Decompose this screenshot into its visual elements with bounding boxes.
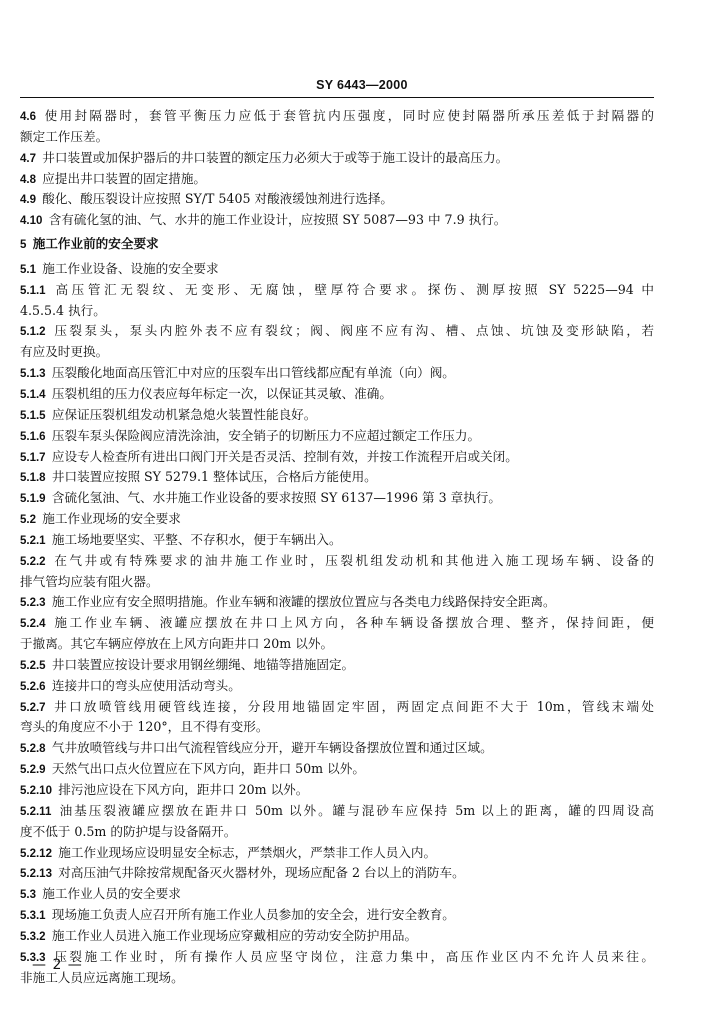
clause-line [20, 106, 654, 127]
clause-line [20, 488, 654, 509]
clause-line [20, 169, 654, 190]
clause-text: 压裂车泵头保险阀应清洗涂油，安全销子的切断压力不应超过额定工作压力。 [51, 427, 481, 443]
clause-number: 5.1.7 [20, 451, 46, 464]
clause-text: 井口装置或加保护器后的井口装置的额定压力必须大于或等于施工设计的最高压力。 [42, 149, 509, 165]
clause-line [20, 259, 654, 280]
clause-line [20, 863, 654, 884]
clause-line [20, 321, 654, 342]
clause-line [20, 426, 654, 447]
clause-text: 含硫化氢油、气、水井施工作业设备的要求按照 SY 6137—1996 第 3 章执行。 [51, 490, 501, 506]
clause-number: 5.2.8 [20, 743, 46, 756]
clause-text: 施工作业人员进入施工作业现场应穿戴相应的劳动安全防护用品。 [51, 927, 418, 943]
clause-text: 应设专人检查所有进出口阀门开关是否灵活、控制有效，并按工作流程开启或关闭。 [51, 448, 518, 464]
clause-line [20, 551, 654, 572]
clause-text: 排气管均应装有阻火器。 [20, 573, 159, 589]
clause-number: 5.2.7 [20, 701, 46, 714]
clause-text: 压裂泵头，泵头内腔外表不应有裂纹；阀、阀座不应有沟、槽、点蚀、坑蚀及变形缺陷，若 [51, 323, 654, 339]
clause-number: 5.1.5 [20, 409, 46, 422]
clause-text: 气井放喷管线与井口出气流程管线应分开，避开车辆设备摆放位置和通过区域。 [51, 740, 493, 756]
clause-number: 5.2 [20, 514, 36, 527]
clause-line [20, 384, 654, 405]
clause-text: 弯头的角度应不小于 120°，且不得有变形。 [20, 719, 269, 735]
clause-text: 井口装置应按设计要求用钢丝绷绳、地锚等措施固定。 [51, 656, 355, 672]
clause-text: 应提出井口装置的固定措施。 [42, 170, 207, 186]
clause-number: 5.2.6 [20, 680, 46, 693]
clause-text: 度不低于 0.5m 的防护堤与设备隔开。 [20, 823, 237, 839]
clause-text: 施工作业应有安全照明措施。作业车辆和液罐的摆放位置应与各类电力线路保持安全距离。 [51, 594, 556, 610]
clause-line [20, 280, 654, 301]
continuation-line [20, 342, 654, 363]
clause-line [20, 801, 654, 822]
clause-number: 5.2.5 [20, 659, 46, 672]
clause-text: 酸化、酸压裂设计应按照 SY/T 5405 对酸液缓蚀剂进行选择。 [42, 191, 394, 207]
continuation-line [20, 572, 654, 593]
clause-line [20, 926, 654, 947]
clause-text: 天然气出口点火位置应在下风方向，距井口 50m 以外。 [51, 761, 365, 777]
clause-line [20, 697, 654, 718]
clause-number: 5.1 [20, 263, 36, 276]
continuation-line [20, 968, 654, 989]
clause-line [20, 613, 654, 634]
clause-line [20, 530, 654, 551]
clause-text: 施工作业车辆、液罐应摆放在井口上风方向，各种车辆设备摆放合理、整齐，保持间距，便 [51, 615, 654, 631]
clause-text: 压裂机组的压力仪表应每年标定一次，以保证其灵敏、准确。 [51, 385, 392, 401]
clause-number: 5.1.1 [20, 284, 46, 297]
clause-line [20, 234, 654, 255]
clause-text: 4.5.5.4 执行。 [20, 302, 106, 318]
clause-number: 5.1.8 [20, 472, 46, 485]
clause-text: 应保证压裂机组发动机紧急熄火装置性能良好。 [51, 406, 317, 422]
clause-line [20, 655, 654, 676]
clause-number: 5.2.10 [20, 785, 52, 797]
clause-number: 5 [20, 239, 27, 252]
clause-text: 压裂施工作业时，所有操作人员应坚守岗位，注意力集中，高压作业区内不允许人员来往。 [51, 948, 654, 964]
clause-text: 压裂酸化地面高压管汇中对应的压裂车出口管线都应配有单流（向）阀。 [51, 365, 455, 381]
clause-text: 施工作业人员的安全要求 [42, 886, 181, 902]
continuation-line [20, 127, 654, 148]
continuation-line [20, 717, 654, 738]
clause-text: 现场施工负责人应召开所有施工作业人员参加的安全会，进行安全教育。 [51, 907, 455, 923]
clause-line [20, 447, 654, 468]
clause-text: 施工场地要坚实、平整、不存积水，便于车辆出入。 [51, 531, 342, 547]
clause-text: 使用封隔器时，套管平衡压力应低于套管抗内压强度，同时应使封隔器所承压差低于封隔器的 [42, 108, 654, 123]
clause-number: 5.2.3 [20, 597, 46, 610]
clause-number: 5.1.2 [20, 326, 46, 339]
clause-text: 高压管汇无裂纹、无变形、无腐蚀，壁厚符合要求。探伤、测厚按照 SY 5225—94 中 [51, 281, 654, 297]
clause-number: 5.1.4 [20, 388, 46, 401]
continuation-line [20, 822, 654, 843]
clause-line [20, 738, 654, 759]
clause-line [20, 210, 654, 231]
clause-line [20, 148, 654, 169]
clause-line [20, 780, 654, 801]
clause-text: 在气井或有特殊要求的油井施工作业时，压裂机组发动机和其他进入施工现场车辆、设备的 [51, 552, 654, 568]
continuation-line [20, 634, 654, 655]
clause-number: 5.1.6 [20, 430, 46, 443]
clause-number: 5.1.9 [20, 493, 46, 506]
clause-number: 5.3.1 [20, 910, 46, 923]
clause-number: 5.2.1 [20, 534, 46, 547]
clause-line [20, 884, 654, 905]
clause-text: 井口放喷管线用硬管线连接，分段用地锚固定牢固，两固定点间距不大于 10m，管线末端处 [51, 698, 654, 714]
clause-text: 施工作业设备、设施的安全要求 [42, 260, 219, 276]
clause-line [20, 363, 654, 384]
clause-number: 5.3 [20, 889, 36, 902]
clause-line [20, 189, 654, 210]
continuation-line [20, 301, 654, 322]
clause-number: 5.2.9 [20, 764, 46, 777]
clause-text: 施工作业现场应设明显安全标志，严禁烟火，严禁非工作人员入内。 [58, 844, 437, 860]
clause-line [20, 509, 654, 530]
clause-text: 井口装置应按照 SY 5279.1 整体试压，合格后方能使用。 [51, 469, 377, 485]
clause-number: 5.2.11 [20, 805, 52, 818]
page-header-standard-code: SY 6443—2000 [316, 78, 408, 92]
clause-line [20, 592, 654, 613]
clause-number: 5.1.3 [20, 368, 46, 381]
clause-text: 有应及时更换。 [20, 344, 109, 360]
clause-number: 5.2.12 [20, 847, 52, 860]
page-number: — 2 — [32, 957, 83, 973]
clause-line [20, 467, 654, 488]
clause-text: 含有硫化氢的油、气、水井的施工作业设计，应按照 SY 5087—93 中 7.9 执行。 [48, 212, 507, 228]
body-text [20, 106, 654, 988]
clause-number: 5.3.2 [20, 930, 46, 943]
clause-text: 额定工作压差。 [20, 128, 109, 144]
clause-number: 4.6 [20, 111, 36, 123]
clause-line [20, 676, 654, 697]
clause-text: 非施工人员应远离施工现场。 [20, 969, 184, 985]
clause-line [20, 905, 654, 926]
clause-text: 排污池应设在下风方向，距井口 20m 以外。 [58, 782, 309, 797]
clause-number: 5.2.13 [20, 868, 52, 881]
clause-text: 油基压裂液罐应摆放在距井口 50m 以外。罐与混砂车应保持 5m 以上的距离，罐的四周设高 [57, 802, 654, 818]
clause-number: 5.2.4 [20, 618, 46, 631]
clause-text: 施工作业现场的安全要求 [42, 511, 181, 527]
clause-text: 对高压油气井除按常规配备灭火器材外，现场应配备 2 台以上的消防车。 [58, 865, 465, 881]
clause-number: 4.10 [20, 215, 43, 228]
clause-text: 连接井口的弯头应使用活动弯头。 [51, 677, 241, 693]
clause-number: 4.7 [20, 152, 36, 165]
clause-line [20, 947, 654, 968]
clause-number: 4.9 [20, 194, 36, 207]
clause-line [20, 843, 654, 864]
clause-line [20, 759, 654, 780]
clause-number: 4.8 [20, 173, 36, 186]
clause-text: 于撤离。其它车辆应停放在上风方向距井口 20m 以外。 [20, 636, 334, 652]
clause-line [20, 405, 654, 426]
clause-text: 施工作业前的安全要求 [32, 236, 159, 252]
clause-number: 5.2.2 [20, 555, 46, 568]
header-rule [20, 97, 654, 98]
clause-number: 5.3.3 [20, 951, 46, 964]
